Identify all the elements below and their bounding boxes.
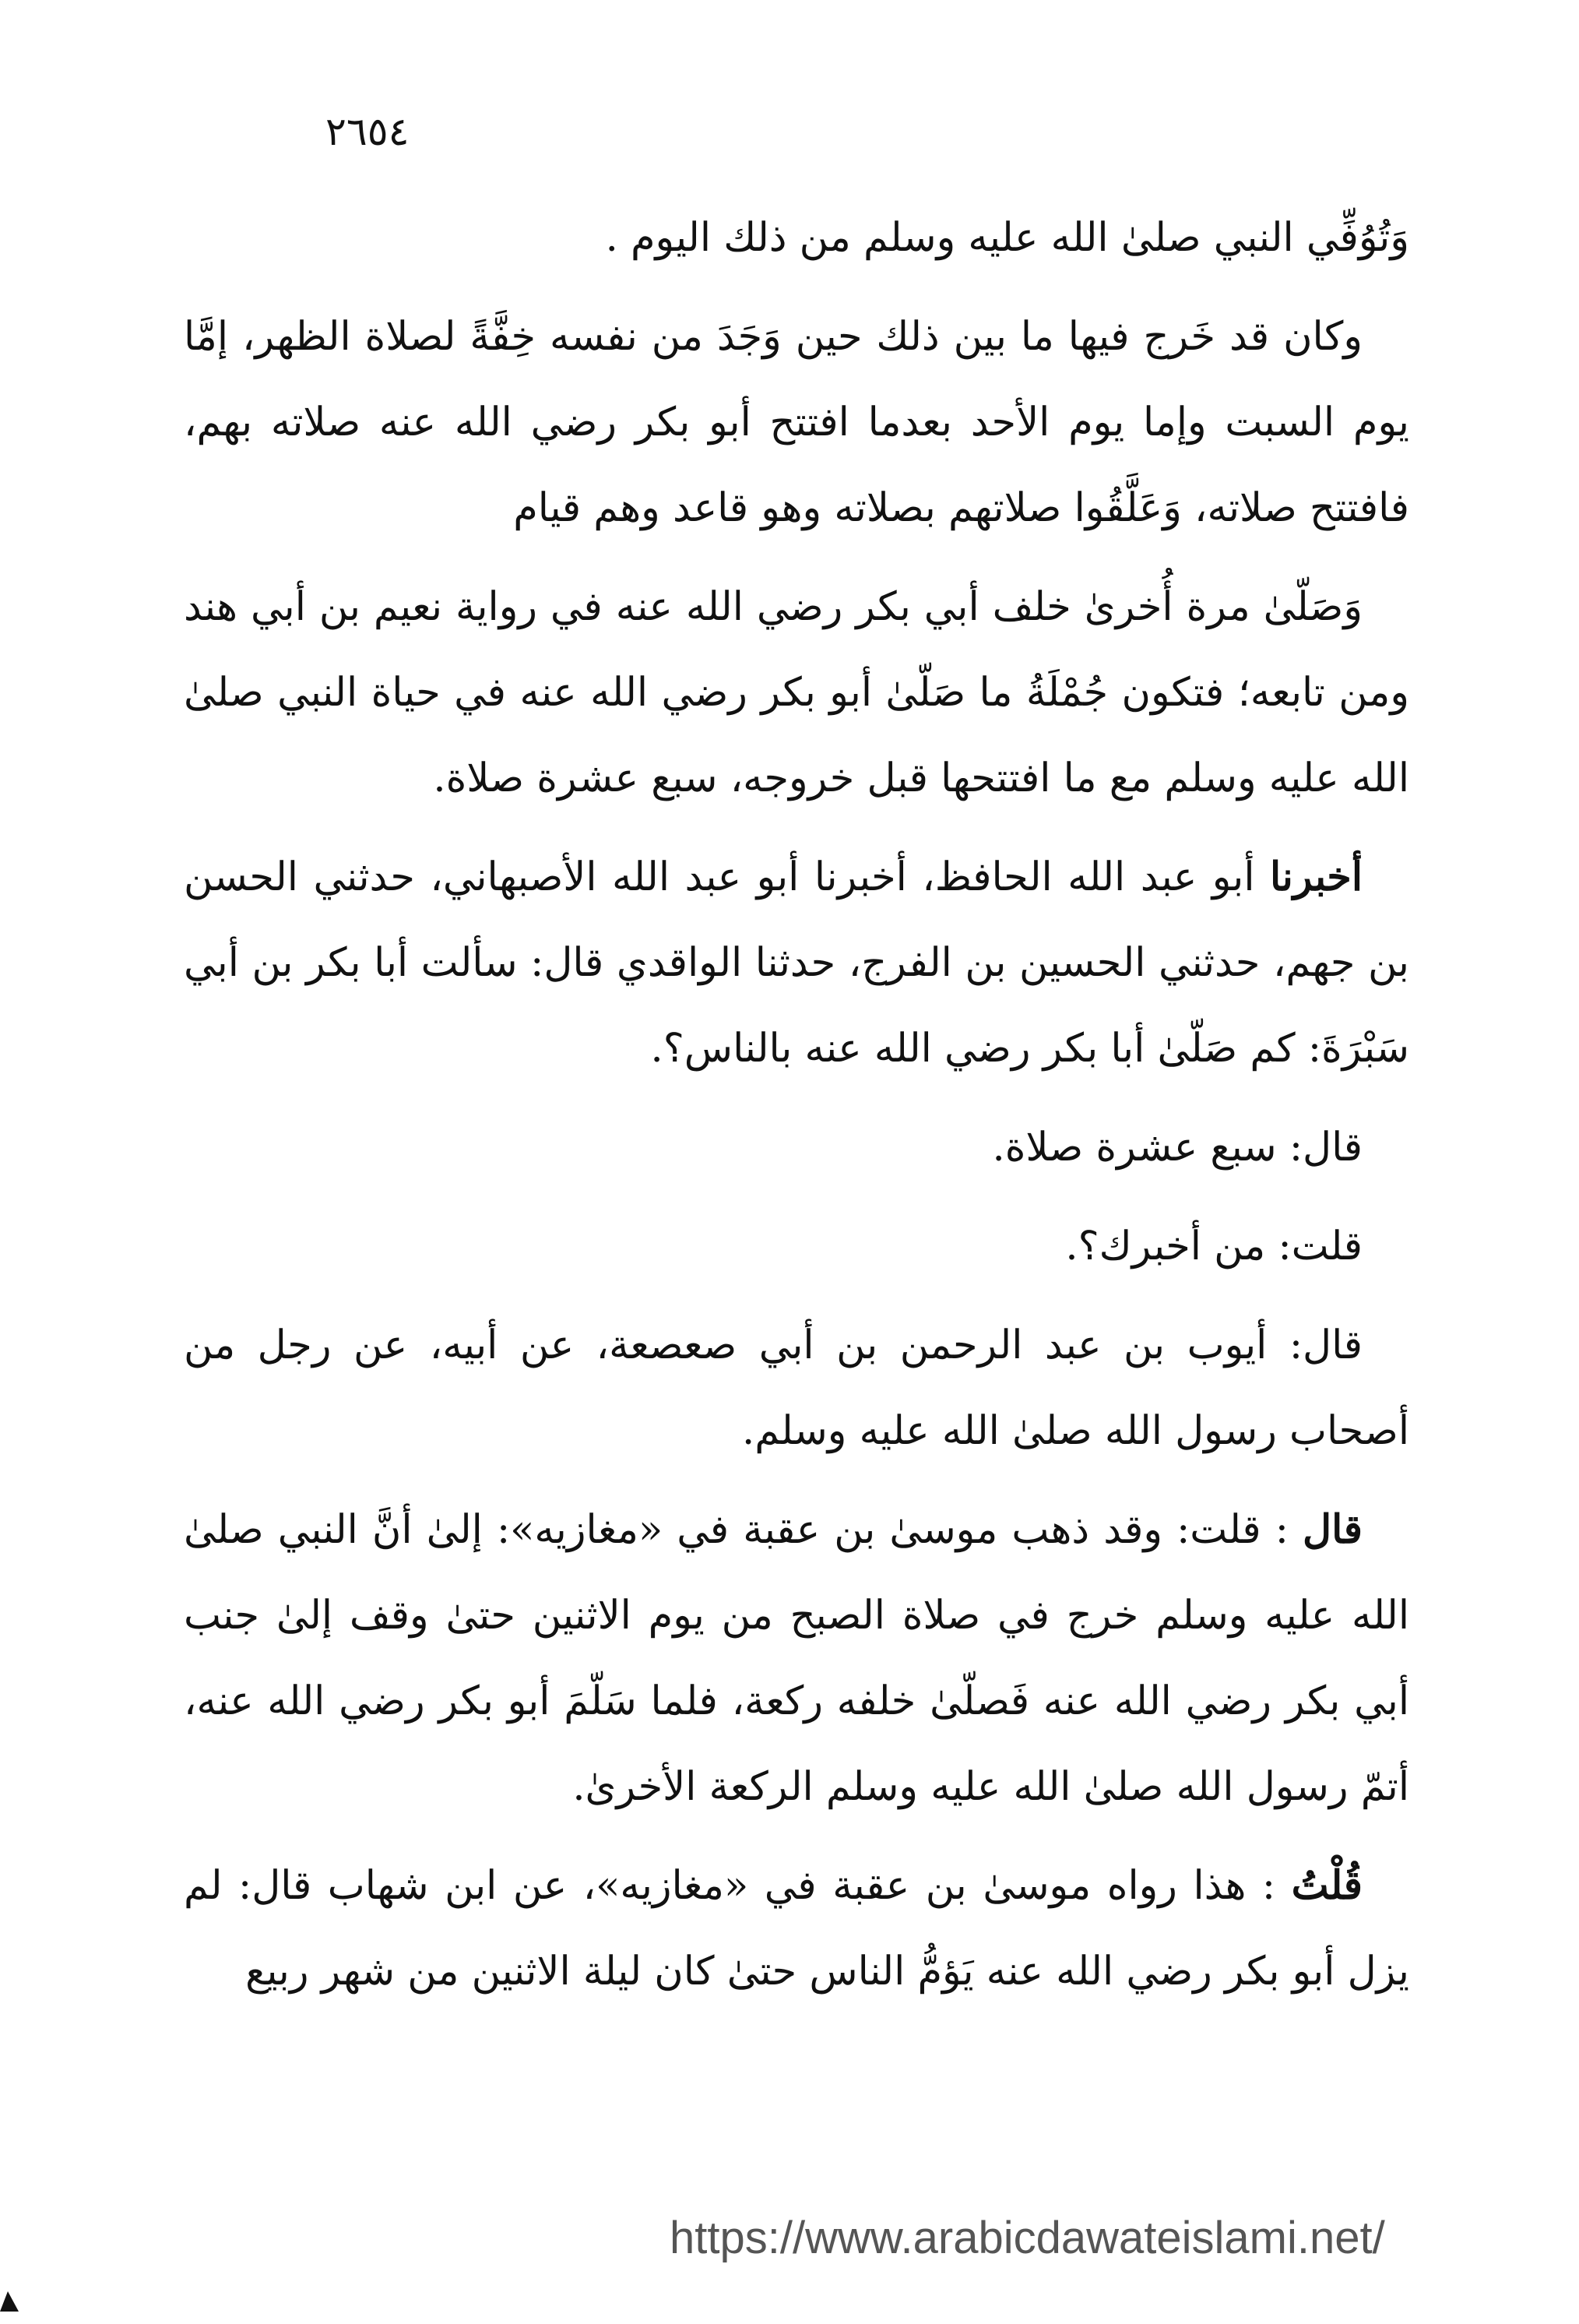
paragraph xyxy=(184,1104,1409,1191)
paragraph xyxy=(184,564,1409,822)
paragraph-text: قال: أيوب بن عبد الرحمن بن أبي صعصعة، عن أبيه، عن رجل من أصحاب رسول الله صلىٰ الله عليه وسلم. xyxy=(184,1322,1409,1454)
paragraph-lead: قُلْتُ xyxy=(1291,1862,1363,1909)
paragraph-text: : هذا رواه موسىٰ بن عقبة في «مغازيه»، عن ابن شهاب قال: لم يزل أبو بكر رضي الله عنه يَؤمُّ الناس حتىٰ كان ليلة الاثنين من شهر ربيع xyxy=(184,1863,1409,1995)
paragraph-lead: أخبرنا xyxy=(1270,854,1363,900)
paragraph-text: : قلت: وقد ذهب موسىٰ بن عقبة في «مغازيه»: إلىٰ أنَّ النبي صلىٰ الله عليه وسلم خرج في صلاة الصبح من يوم الاثنين حتىٰ وقف إلىٰ جنب أبي بكر رضي الله عنه فَصلّىٰ خلفه ركعة، فلما سَلّمَ أبو بكر رضي الله عنه، أتمّ رسول الله صلىٰ الله عليه وسلم الركعة الأخرىٰ. xyxy=(184,1507,1409,1810)
paragraph xyxy=(184,1487,1409,1830)
paragraph xyxy=(184,1302,1409,1474)
paragraph-text: وَتُوُفِّي النبي صلىٰ الله عليه وسلم من ذلك اليوم . xyxy=(605,215,1409,261)
paragraph xyxy=(184,834,1409,1092)
paragraph xyxy=(184,1843,1409,2015)
body-text xyxy=(184,195,1409,2027)
paragraph-text: وَصَلّىٰ مرة أُخرىٰ خلف أبي بكر رضي الله عنه في رواية نعيم بن أبي هند ومن تابعه؛ فتكون جُمْلَةُ ما صَلّىٰ أبو بكر رضي الله عنه في حياة النبي صلىٰ الله عليه وسلم مع ما افتتحها قبل خروجه، سبع عشرة صلاة. xyxy=(184,584,1409,801)
paragraph-lead: قال xyxy=(1303,1506,1363,1553)
paragraph-text: أبو عبد الله الحافظ، أخبرنا أبو عبد الله الأصبهاني، حدثني الحسن بن جهم، حدثني الحسين بن الفرج، حدثنا الواقدي قال: سألت أبا بكر بن أبي سَبْرَةَ: كم صَلّىٰ أبا بكر رضي الله عنه بالناس؟. xyxy=(184,854,1409,1072)
paragraph xyxy=(184,1203,1409,1290)
paragraph-text: قال: سبع عشرة صلاة. xyxy=(992,1125,1363,1171)
page-number: ٢٦٥٤ xyxy=(325,109,410,154)
paragraph-text: وكان قد خَرج فيها ما بين ذلك حين وَجَدَ من نفسه خِفَّةً لصلاة الظهر، إمَّا يوم السبت وإما يوم الأحد بعدما افتتح أبو بكر رضي الله عنه صلاته بهم، فافتتح صلاته، وَعَلَّقُوا صلاتهم بصلاته وهو قاعد وهم قيام xyxy=(184,314,1409,531)
watermark-url: https://www.arabicdawateislami.net/ xyxy=(670,2213,1385,2263)
corner-mark-icon xyxy=(0,2291,19,2312)
paragraph xyxy=(184,195,1409,281)
paragraph xyxy=(184,294,1409,551)
paragraph-text: قلت: من أخبرك؟. xyxy=(1065,1224,1363,1269)
